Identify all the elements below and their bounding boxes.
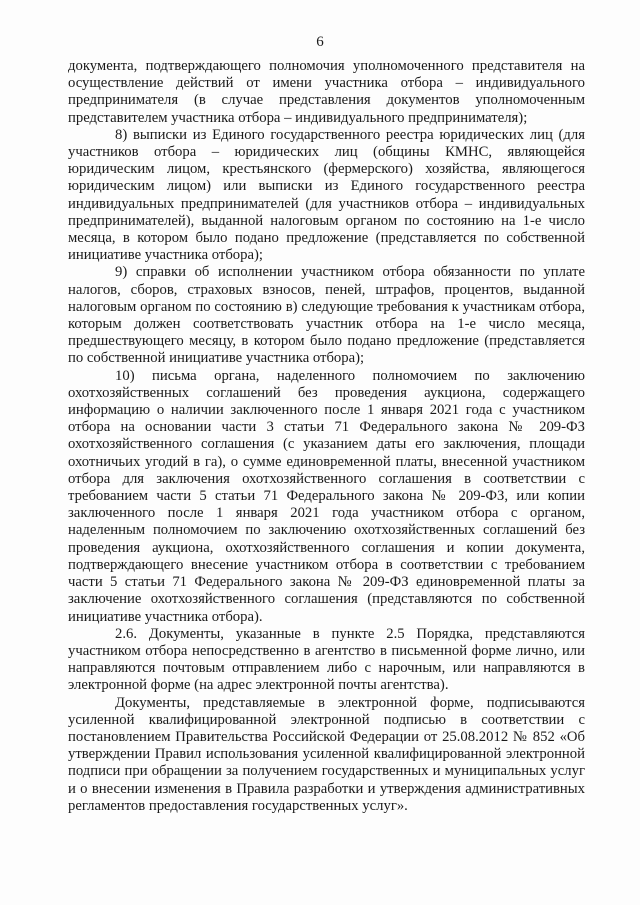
paragraph-electronic-documents: Документы, представляемые в электронной форме, подписываются усиленной квалифицированной электронной подписью в соответствии с постановлением Правительства Российской Федерации от 25.08.2012 № 852 «Об утверждении Правил использования усиленной квалифицированной электронной подписи при обращении за получением государственных и муниципальных услуг и о внесении изменения в Правила разработки и утверждения административных регламентов предоставления государственных услуг». [68,694,585,814]
paragraph-section-2-6: 2.6. Документы, указанные в пункте 2.5 Порядка, представляются участником отбора непосредственно в агентство в письменной форме лично, или направляются почтовым отправлением либо с нарочным, или направляются в электронной форме (на адрес электронной почты агентства). [68,625,585,694]
page-number: 6 [316,34,324,50]
paragraph-item-10: 10) письма органа, наделенного полномочием по заключению охотхозяйственных соглашений без проведения аукциона, содержащего информацию о наличии заключенного после 1 января 2021 года с участником отбора на основании части 3 статьи 71 Федерального закона № 209-ФЗ охотхозяйственного соглашения (с указанием даты его заключения, площади охотничьих угодий в га), о сумме единовременной платы, внесенной участником отбора для заключения охотхозяйственного соглашения в соответствии с требованием части 5 статьи 71 Федерального закона № 209-ФЗ, или копии заключенного после 1 января 2021 года участником отбора с органом, наделенным полномочием по заключению охотхозяйственных соглашений без проведения аукциона, охотхозяйственного соглашения и копии документа, подтверждающего внесение участником отбора в соответствии с требованием части 5 статьи 71 Федерального закона № 209-ФЗ единовременной платы за заключение охотхозяйственного соглашения (представляются по собственной инициативе участника отбора). [68,367,585,625]
paragraph-item-8: 8) выписки из Единого государственного реестра юридических лиц (для участников отбора – юридических лиц (общины КМНС, являющейся юридическим лицом, крестьянского (фермерского) хозяйства, являющегося юридическим лицом) или выписки из Единого государственного реестра индивидуальных предпринимателей (для участников отбора – индивидуальных предпринимателей), выданной налоговым органом по состоянию на 1-е число месяца, в котором было подано предложение (представляется по собственной инициативе участника отбора); [68,126,585,264]
paragraph-item-9: 9) справки об исполнении участником отбора обязанности по уплате налогов, сборов, страховых взносов, пеней, штрафов, процентов, выданной налоговым органом по состоянию в) следующие требования к участникам отбора, которым должен соответствовать участник отбора на 1-е число месяца, предшествующего месяцу, в котором было подано предложение (представляется по собственной инициативе участника отбора); [68,264,585,367]
document-body [68,58,585,815]
paragraph-continuation: документа, подтверждающего полномочия уполномоченного представителя на осуществление действий от имени участника отбора – индивидуального предпринимателя (в случае представления документов уполномоченным представителем участника отбора – индивидуального предпринимателя); [68,58,585,126]
